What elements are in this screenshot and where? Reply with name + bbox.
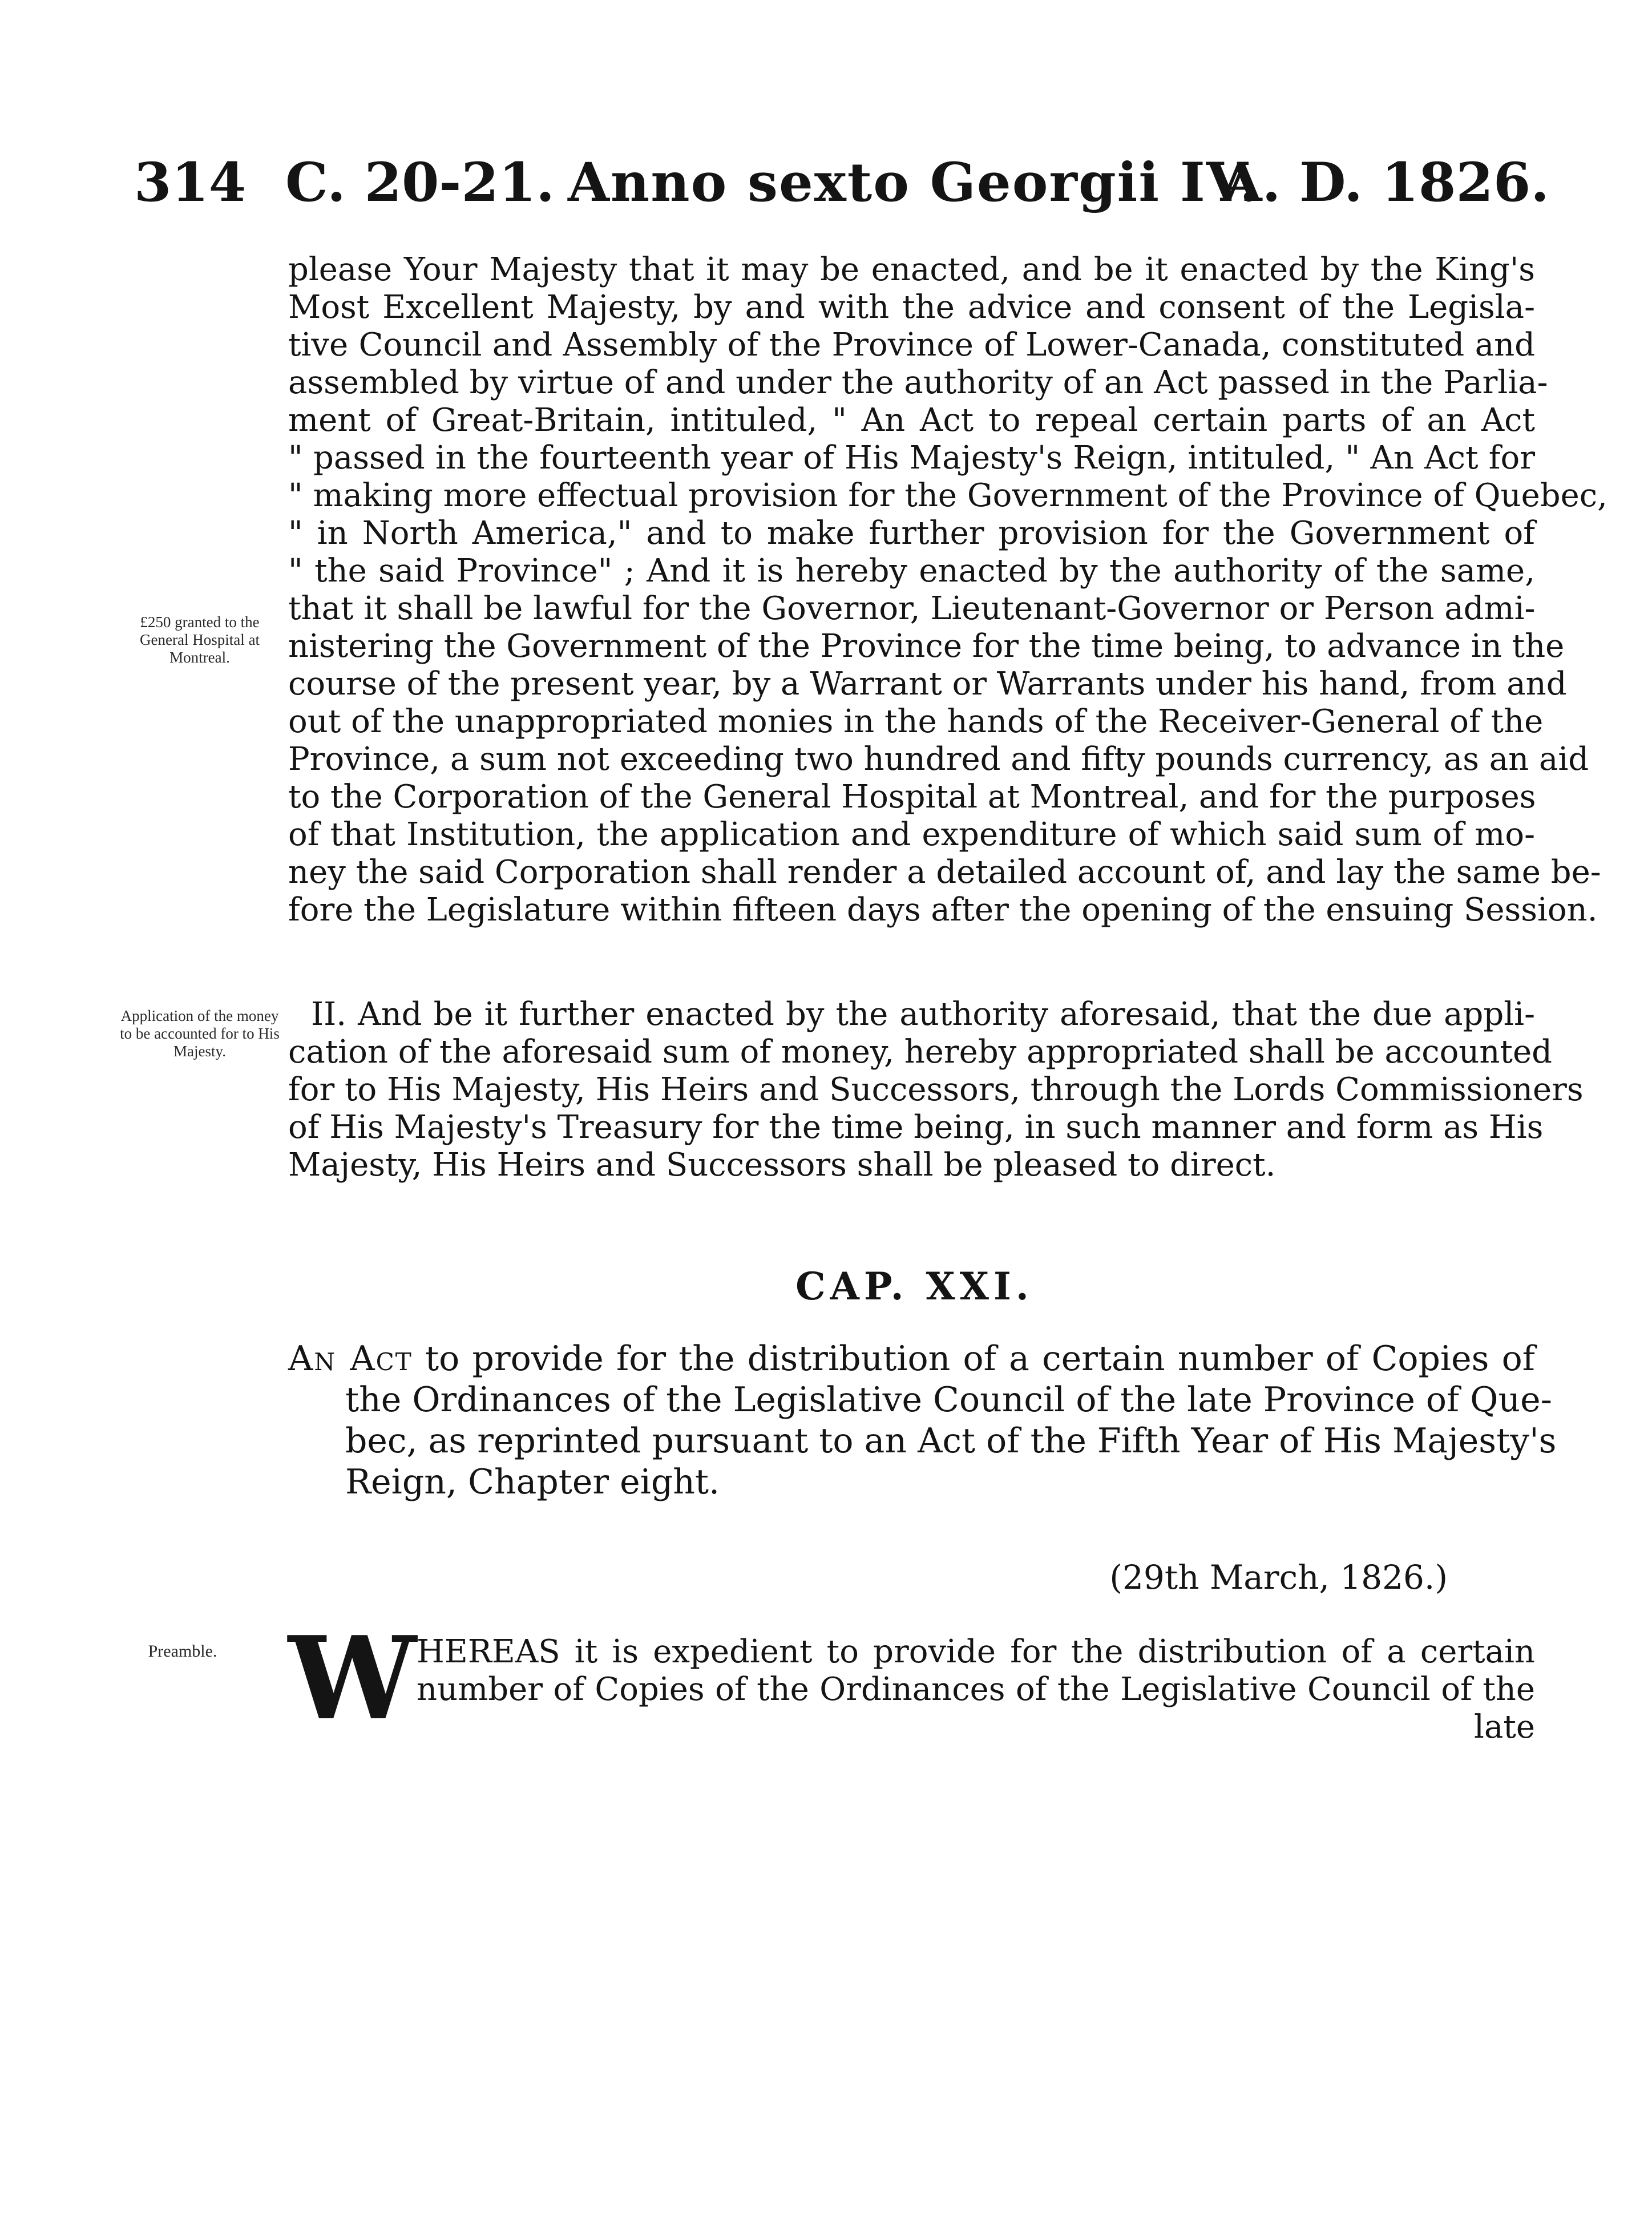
text-line: fore the Legislature within fifteen days after the opening of the ensuing Session.: [288, 891, 1598, 928]
act-title: [288, 1338, 1557, 1503]
year-of-act: A. D. 1826.: [1220, 151, 1549, 214]
text-line: II. And be it further enacted by the authority aforesaid, that the due appli-: [311, 996, 1535, 1033]
regnal-year-title: Anno sexto Georgii IV.: [568, 151, 1260, 214]
text-line: ment of Great-Britain, intituled, " An Act to repeal certain parts of an Act: [288, 402, 1535, 439]
text-line: Majesty, His Heirs and Successors shall be pleased to direct.: [288, 1146, 1276, 1184]
text-line: course of the present year, by a Warrant or Warrants under his hand, from and: [288, 665, 1567, 702]
text-line: please Your Majesty that it may be enacted, and be it enacted by the King's: [288, 251, 1535, 288]
act-title-lead: An Act: [288, 1339, 413, 1379]
text-line: bec, as reprinted pursuant to an Act of the Fifth Year of His Majesty's: [345, 1421, 1557, 1461]
text-line: nistering the Government of the Province for the time being, to advance in the: [288, 628, 1565, 665]
act-title-text: to provide for the distribution of a certain number of Copies of: [412, 1339, 1535, 1379]
chapter-range: C. 20-21.: [285, 151, 555, 214]
text-line: " making more effectual provision for the Government of the Province of Quebec,: [288, 477, 1607, 514]
text-line: " the said Province" ; And it is hereby enacted by the authority of the same,: [288, 552, 1535, 589]
text-line: HEREAS it is expedient to provide for the distribution of a certain: [417, 1633, 1535, 1670]
text-line: of His Majesty's Treasury for the time being, in such manner and form as His: [288, 1109, 1544, 1146]
text-line: Province, a sum not exceeding two hundred and fifty pounds currency, as an aid: [288, 741, 1589, 778]
chapter-heading: [0, 1264, 1652, 1309]
text-line: cation of the aforesaid sum of money, hereby appropriated shall be accounted: [288, 1033, 1552, 1071]
text-line: Most Excellent Majesty, by and with the advice and consent of the Legisla-: [288, 289, 1535, 326]
text-line: number of Copies of the Ordinances of the Legislative Council of the: [417, 1671, 1535, 1708]
act-date: (29th March, 1826.): [1109, 1558, 1448, 1597]
drop-cap: W: [288, 1612, 417, 1746]
text-line: the Ordinances of the Legislative Council of the late Province of Que-: [345, 1380, 1552, 1420]
section-one-text: [288, 251, 1607, 929]
text-line: for to His Majesty, His Heirs and Successors, through the Lords Commissioners: [288, 1071, 1584, 1108]
preamble-text: [288, 1612, 1535, 1746]
text-line: assembled by virtue of and under the authority of an Act passed in the Parlia-: [288, 364, 1548, 401]
text-line: that it shall be lawful for the Governor, Lieutenant-Governor or Person admi-: [288, 590, 1536, 627]
text-line: of that Institution, the application and expenditure of which said sum of mo-: [288, 816, 1535, 853]
text-line: ney the said Corporation shall render a detailed account of, and lay the same be-: [288, 854, 1601, 891]
margin-note-preamble: Preamble.: [148, 1642, 217, 1661]
text-line: " in North America," and to make further provision for the Government of: [288, 515, 1535, 552]
text-line: to the Corporation of the General Hospital at Montreal, and for the purposes: [288, 778, 1536, 815]
text-line: [288, 1338, 1535, 1379]
text-line: out of the unappropriated monies in the hands of the Receiver-General of the: [288, 703, 1544, 740]
running-header: [134, 146, 1549, 225]
margin-note-grant: £250 granted to the General Hospital at Montreal.: [140, 613, 260, 666]
section-two-text: [288, 996, 1584, 1184]
text-line: Reign, Chapter eight.: [345, 1462, 720, 1502]
chapter-heading-text: CAP. XXI.: [795, 1264, 1033, 1309]
text-line: tive Council and Assembly of the Province of Lower-Canada, constituted and: [288, 326, 1535, 364]
text-line: " passed in the fourteenth year of His Majesty's Reign, intituled, " An Act for: [288, 439, 1535, 477]
margin-note-application: Application of the money to be accounted for to His Majesty.: [120, 1007, 280, 1060]
page-number: 314: [134, 151, 247, 214]
catchword: late: [1474, 1709, 1535, 1746]
